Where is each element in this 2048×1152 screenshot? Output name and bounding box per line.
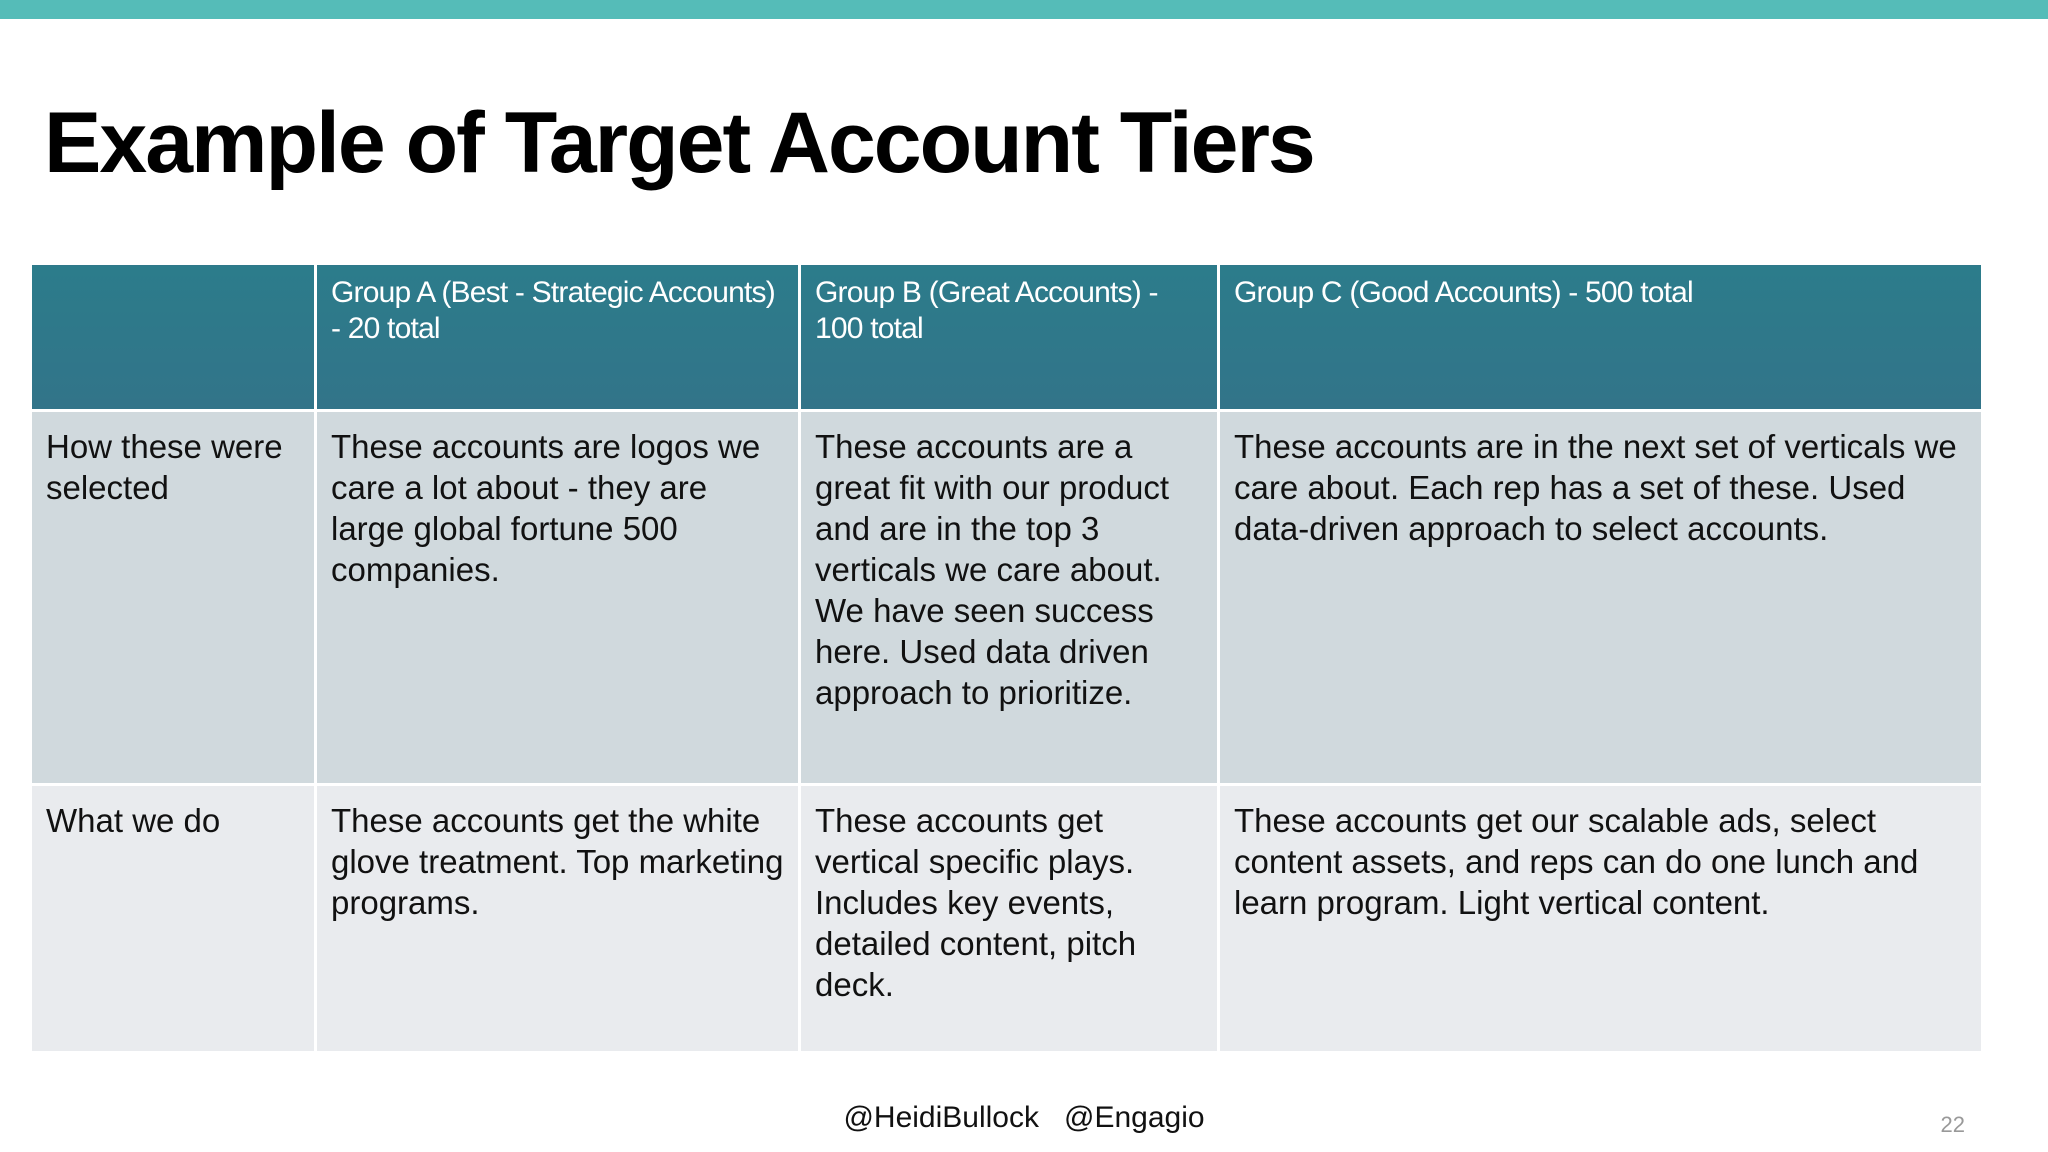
header-cell-group-a: Group A (Best - Strategic Accounts) - 20 total <box>316 264 800 411</box>
table-cell: These accounts are logos we care a lot about - they are large global fortune 500 companies. <box>316 411 800 785</box>
row-label: How these were selected <box>31 411 316 785</box>
table-cell: These accounts get vertical specific plays. Includes key events, detailed content, pitch deck. <box>800 785 1219 1053</box>
row-label: What we do <box>31 785 316 1053</box>
tier-table-container <box>29 262 1981 1054</box>
table-cell: These accounts get our scalable ads, select content assets, and reps can do one lunch and learn program. Light vertical content. <box>1219 785 1983 1053</box>
table-cell: These accounts are in the next set of verticals we care about. Each rep has a set of these. Used data-driven approach to select accounts. <box>1219 411 1983 785</box>
table-row <box>31 411 1983 785</box>
slide-title: Example of Target Account Tiers <box>44 95 1314 191</box>
table-cell: These accounts get the white glove treatment. Top marketing programs. <box>316 785 800 1053</box>
header-cell-group-b: Group B (Great Accounts) - 100 total <box>800 264 1219 411</box>
table-row <box>31 785 1983 1053</box>
tier-table <box>29 262 1984 1054</box>
table-header-row <box>31 264 1983 411</box>
table-cell: These accounts are a great fit with our product and are in the top 3 verticals we care about. We have seen success here. Used data driven approach to prioritize. <box>800 411 1219 785</box>
header-cell-group-c: Group C (Good Accounts) - 500 total <box>1219 264 1983 411</box>
footer-handles: @HeidiBullock @Engagio <box>843 1101 1205 1134</box>
page-number: 22 <box>1940 1112 1965 1137</box>
header-cell-empty <box>31 264 316 411</box>
accent-bar <box>0 0 2048 19</box>
